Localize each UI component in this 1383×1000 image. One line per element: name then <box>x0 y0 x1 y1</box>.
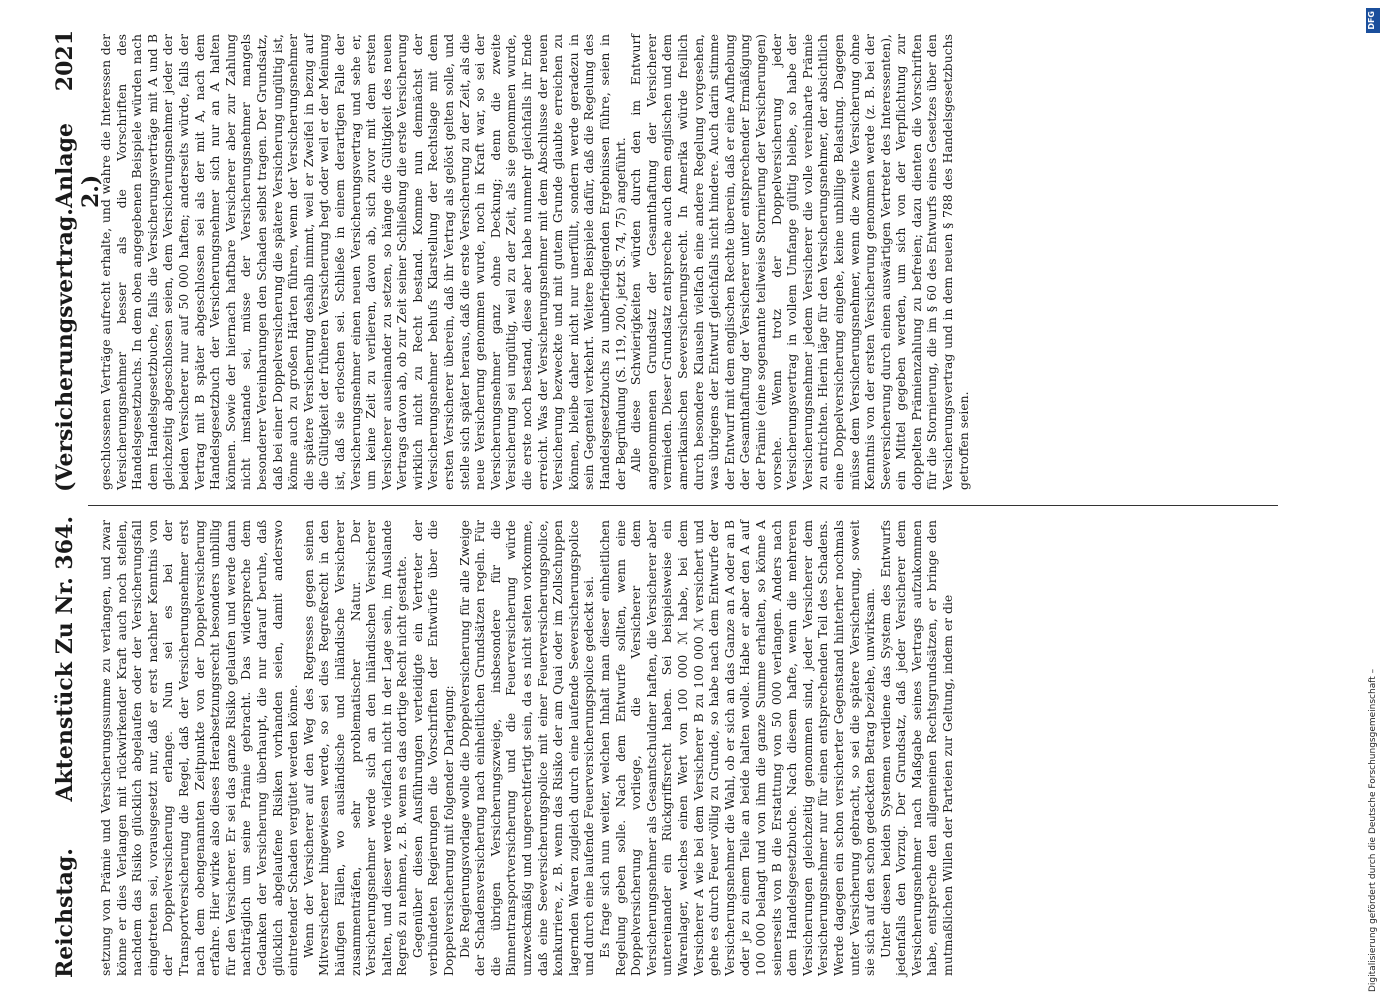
header-annex: Anlage 2.) <box>52 122 104 209</box>
document-page <box>52 30 1282 978</box>
page-header <box>52 30 104 978</box>
digitization-note <box>1366 8 1380 992</box>
paragraph: Unter diesen beiden Systemen verdiene das System des Entwurfs jedenfalls den Vorzug. Der Grundsatz, daß jeder Versicherer dem Versicherungsnehmer nach Maßgabe seines Vertrags aufzukommen habe, entspreche den allgemeinen Rechtsgrundsätzen, er bringe den mutmaßlichen Willen der Parteien zur Geltung, indem er die <box>877 520 956 976</box>
column-divider <box>88 505 1278 506</box>
right-column <box>98 34 971 490</box>
paragraph: setzung von Prämie und Versicherungssumme zu verlangen, und zwar könne er dies Verlangen mit rückwirkender Kraft auch noch stellen, nachdem das Risiko glücklich abgelaufen oder der Versicherungsfall eingetreten sei, vorausgesetzt nur, daß er erst nachher Kenntnis von der Doppelversicherung erlange. Nun sei es bei der Transportversicherung die Regel, daß der Versicherungsnehmer erst nach dem obengenannten Zeitpunkte von der Doppelversicherung erfahre. Hier wirke also dieses Herabsetzungsrecht besonders unbillig für den Versicherer. Er sei das ganze Risiko gelaufen und werde dann nachträglich um seine Prämie gebracht. Das widerspreche dem Gedanken der Versicherung überhaupt, die nur darauf beruhe, daß glücklich abgelaufene Risiken vorhanden seien, damit anderswo eintretender Schaden vergütet werden könne. <box>98 520 301 976</box>
paragraph: Die Regierungsvorlage wolle die Doppelversicherung für alle Zweige der Schadensversicherung nach einheitlichen Grundsätzen regeln. Für die übrigen Versicherungszweige, insbesondere für die Binnentransportversicherung und die Feuerversicherung würde unzweckmäßig und ungerechtfertigt sein, da es nicht selten vorkomme, daß eine Seeversicherungspolice mit einer Feuerversicherungspolice, konkurriere, z. B. wenn das Risiko der am Quai oder im Zollschuppen lagernden Waren zugleich durch eine laufende Seeversicherungspolice und durch eine laufende Feuerversicherungspolice gedeckt sei. <box>456 520 597 976</box>
header-section-title: (Versicherungsvertrag. <box>52 208 78 492</box>
page-number: 2021 <box>52 30 78 92</box>
paragraph: Alle diese Schwierigkeiten würden durch den im Entwurf angenommenen Grundsatz der Gesamthaftung der Versicherer vermieden. Dieser Grundsatz entspreche auch dem englischen und dem amerikanischen Seeversicherungsrecht. In Amerika würde freilich durch besondere Klauseln vielfach eine andere Regelung vorgesehen, was übrigens der Entwurf gleichfalls nicht hindere. Auch darin stimme der Entwurf mit dem englischen Rechte überein, daß er eine Aufhebung der Gesamthaftung der Versicherer unter entsprechender Ermäßigung der Prämie (eine sogenannte teilweise Stornierung der Versicherungen) vorsehe. Wenn trotz der Doppelversicherung jeder Versicherungsvertrag in vollem Umfange gültig bleibe, so habe der Versicherungsnehmer jedem Versicherer die volle vereinbarte Prämie zu entrichten. Hierin läge für den Versicherungsnehmer, der absichtlich eine Doppelversicherung eingehe, keine unbillige Belastung. Dagegen müsse dem Versicherungsnehmer, wenn die zweite Versicherung ohne Kenntnis von der ersten Versicherung genommen werde (z. B. bei der Seeversicherung durch einen auswärtigen Vertreter des Interessenten), ein Mittel gegeben werden, um sich von der Verpflichtung zur doppelten Prämienzahlung zu befreien; dazu dienten die Vorschriften für die Stornierung, die im § 60 des Entwurfs eines Gesetzes über den Versicherungsvertrag und in dem neuen § 788 des Handelsgesetzbuchs getroffen seien. <box>628 34 971 490</box>
header-reichstag: Reichstag. <box>52 848 78 978</box>
paragraph: Gegenüber diesen Ausführungen verteidigte ein Vertreter der verbündeten Regierungen die Vorschriften der Entwürfe über die Doppelversicherung mit folgender Darlegung: <box>409 520 457 976</box>
header-right <box>52 30 104 492</box>
left-column <box>98 520 956 976</box>
header-document-ref: Aktenstück Zu Nr. 364. <box>52 516 78 802</box>
digitization-credit: Digitalisierung gefördert durch die Deutsche Forschungsgemeinschaft – <box>1368 668 1378 992</box>
header-left <box>52 516 78 978</box>
dfg-logo: DFG <box>1366 8 1380 33</box>
paragraph: geschlossenen Verträge aufrecht erhalte, und wahre die Interessen der Versicherungsnehmer besser als die Vorschriften des Handelsgesetzbuchs. In dem oben angegebenen Beispiele würden nach dem Handelsgesetzbuche, falls die Versicherungsverträge mit A und B gleichzeitig abgeschlossen seien, dem Versicherungsnehmer jeder der beiden Versicherer nur auf 50 000 haften; anderseits würde, falls der Vertrag mit B später abgeschlossen sei als der mit A, nach dem Handelsgesetzbuch der Versicherungsnehmer sich nur an A halten können. Sowie der hiernach haftbare Versicherer aber zur Zahlung nicht imstande sei, müsse der Versicherungsnehmer mangels besonderer Vereinbarungen den Schaden selbst tragen. Der Grundsatz, daß bei einer Doppelversicherung die spätere Versicherung ungültig ist, könne auch zu großen Härten führen, wenn der Versicherungsnehmer die spätere Versicherung deshalb nimmt, weil er Zweifel in bezug auf die Gültigkeit der früheren Versicherung hegt oder weil er der Meinung ist, daß sie erloschen sei. Schließe in einem derartigen Falle der Versicherungsnehmer einen neuen Versicherungsvertrag und sehe er, um keine Zeit zu verlieren, davon ab, sich zuvor mit dem ersten Versicherer auseinander zu setzen, so hänge die Gültigkeit des neuen Vertrags davon ab, ob zur Zeit seiner Schließung die erste Versicherung wirklich nicht zu Recht bestand. Komme nun demnächst der Versicherungsnehmer behufs Klarstellung der Rechtslage mit dem ersten Versicherer überein, daß ihr Vertrag als gelöst gelten solle, und stelle sich später heraus, daß die erste Versicherung zu der Zeit, als die neue Versicherung genommen wurde, noch in Kraft war, so sei der Versicherungsnehmer ganz ohne Deckung; denn die zweite Versicherung sei ungültig, weil zu der Zeit, als sie genommen wurde, die erste noch bestand, diese aber habe nunmehr gleichfalls ihr Ende erreicht. Was der Versicherungsnehmer mit dem Abschlusse der neuen Versicherung bezweckte und mit gutem Grunde glaubte erreichen zu können, bleibe daher nicht nur unerfüllt, sondern werde geradezu in sein Gegenteil verkehrt. Weitere Beispiele dafür, daß die Regelung des Handelsgesetzbuchs zu unbefriedigenden Ergebnissen führe, seien in der Begründung (S. 119, 200, jetzt S. 74, 75) angeführt. <box>98 34 628 490</box>
digitization-note-text <box>1366 8 1380 992</box>
paragraph: Wenn der Versicherer auf den Weg des Regresses gegen seinen Mitversicherer hingewiesen werde, so sei dies Regreßrecht in den häufigen Fällen, wo ausländische und inländische Versicherer zusammenträfen, sehr problematischer Natur. Der Versicherungsnehmer werde sich an den inländischen Versicherer halten, und dieser werde vielfach nicht in der Lage sein, im Auslande Regreß zu nehmen, z. B. wenn es das dortige Recht nicht gestatte. <box>300 520 410 976</box>
paragraph: Es frage sich nun weiter, welchen Inhalt man dieser einheitlichen Regelung geben solle. Nach dem Entwurfe sollten, wenn eine Doppelversicherung vorliege, die Versicherer dem Versicherungsnehmer als Gesamtschuldner haften, die Versicherer aber untereinander ein Rückgriffsrecht haben. Sei beispielsweise ein Warenlager, welches einen Wert von 100 000 ℳ habe, bei dem Versicherer A wie bei dem Versicherer B zu 100 000 ℳ versichert und gehe es durch Feuer völlig zu Grunde, so habe nach dem Entwurfe der Versicherungsnehmer die Wahl, ob er sich an das Ganze an A oder an B oder je zu einem Teile an beide halten wolle. Habe er aber den A auf 100 000 belangt und von ihm die ganze Summe erhalten, so könne A seinerseits von B die Erstattung von 50 000 verlangen. Anders nach dem Handelsgesetzbuche. Nach diesem hafte, wenn die mehreren Versicherungen gleichzeitig genommen sind, jeder Versicherer dem Versicherungsnehmer nur für einen entsprechenden Teil des Schadens. Werde dagegen ein schon versicherter Gegenstand hinterher nochmals unter Versicherung gebracht, so sei die spätere Versicherung, soweit sie sich auf den schon gedeckten Betrag beziehe, unwirksam. <box>597 520 878 976</box>
